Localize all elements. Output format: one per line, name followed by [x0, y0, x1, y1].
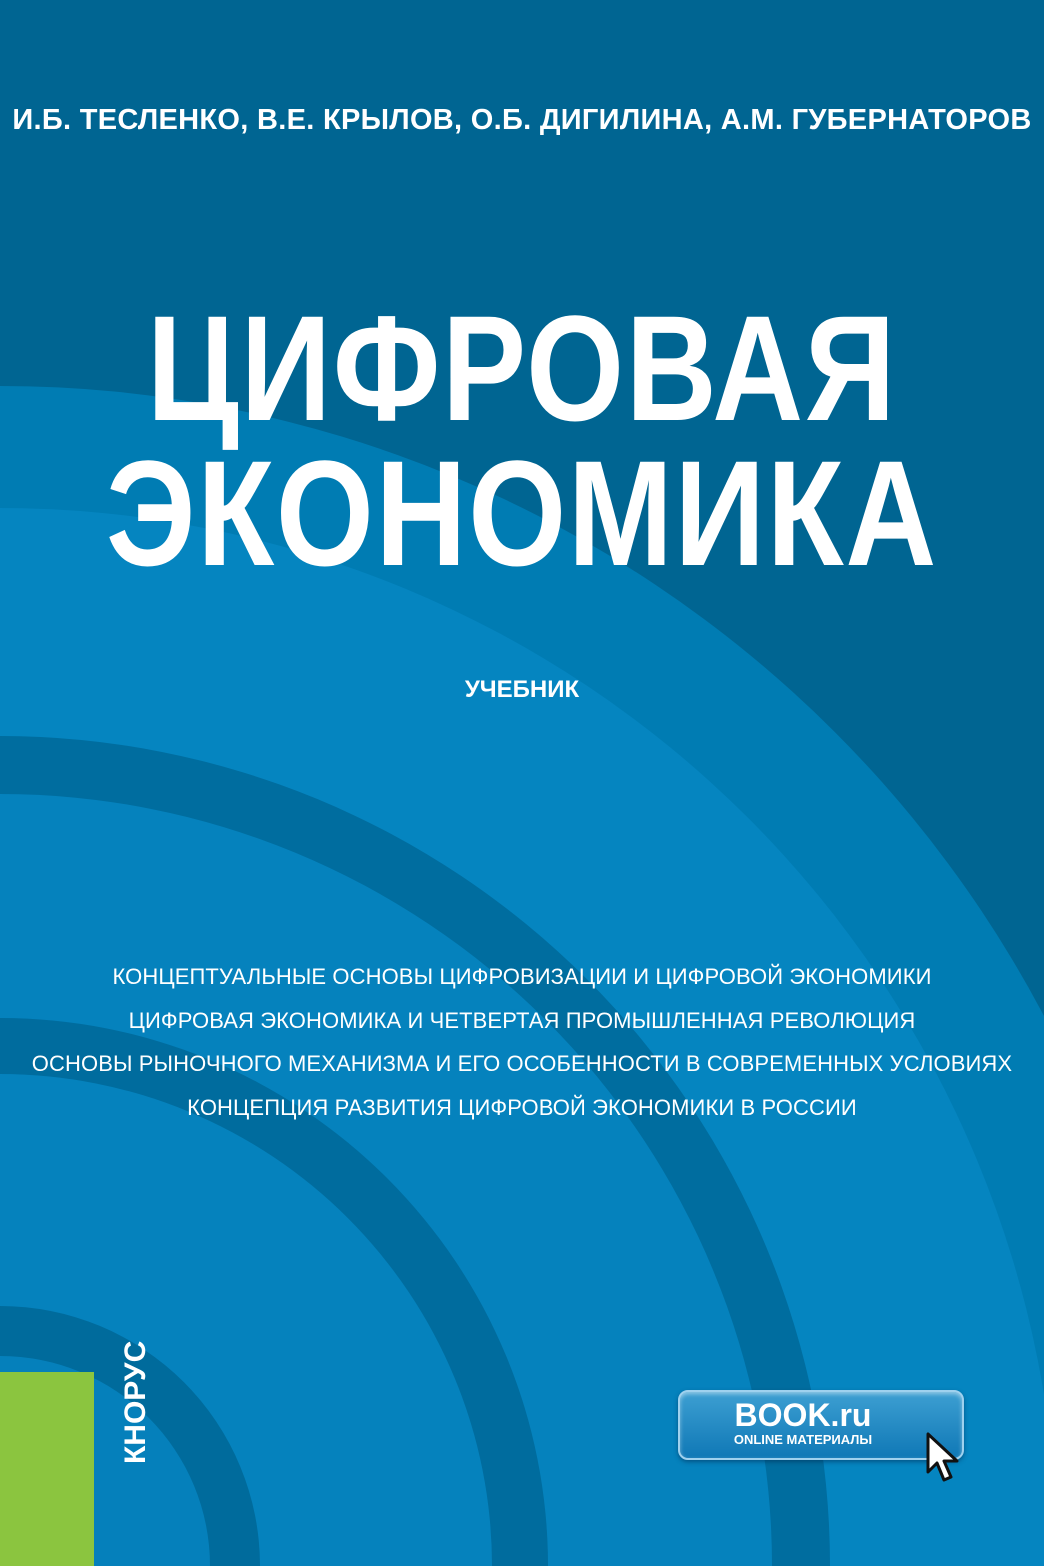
topic-item: ЦИФРОВАЯ ЭКОНОМИКА И ЧЕТВЕРТАЯ ПРОМЫШЛЕННАЯ РЕВОЛЮЦИЯ — [128, 1007, 916, 1033]
book-title-line-1: ЦИФРОВАЯ — [146, 284, 898, 452]
topics-list — [0, 955, 1044, 1129]
book-title-line-2: ЭКОНОМИКА — [105, 429, 939, 597]
topic-item: КОНЦЕПТУАЛЬНЫЕ ОСНОВЫ ЦИФРОВИЗАЦИИ И ЦИФРОВОЙ ЭКОНОМИКИ — [112, 964, 932, 989]
publisher-logo-text: КНОРУС — [119, 1340, 152, 1464]
book-title — [84, 284, 961, 597]
topic-item: КОНЦЕПЦИЯ РАЗВИТИЯ ЦИФРОВОЙ ЭКОНОМИКИ В РОССИИ — [187, 1094, 857, 1120]
publisher-color-bar — [0, 1372, 94, 1566]
topic-item: ОСНОВЫ РЫНОЧНОГО МЕХАНИЗМА И ЕГО ОСОБЕННОСТИ В СОВРЕМЕННЫХ УСЛОВИЯХ — [31, 1051, 1013, 1076]
cursor-arrow-icon — [924, 1432, 964, 1488]
authors-line: И.Б. ТЕСЛЕНКО, В.Е. КРЫЛОВ, О.Б. ДИГИЛИНА, А.М. ГУБЕРНАТОРОВ — [12, 104, 1032, 136]
book-ru-badge-title: BOOK.ru — [734, 1397, 872, 1433]
book-ru-badge[interactable] — [678, 1390, 964, 1460]
document-type-label: УЧЕБНИК — [464, 676, 580, 703]
book-ru-badge-subtitle: ONLINE МАТЕРИАЛЫ — [733, 1432, 873, 1447]
